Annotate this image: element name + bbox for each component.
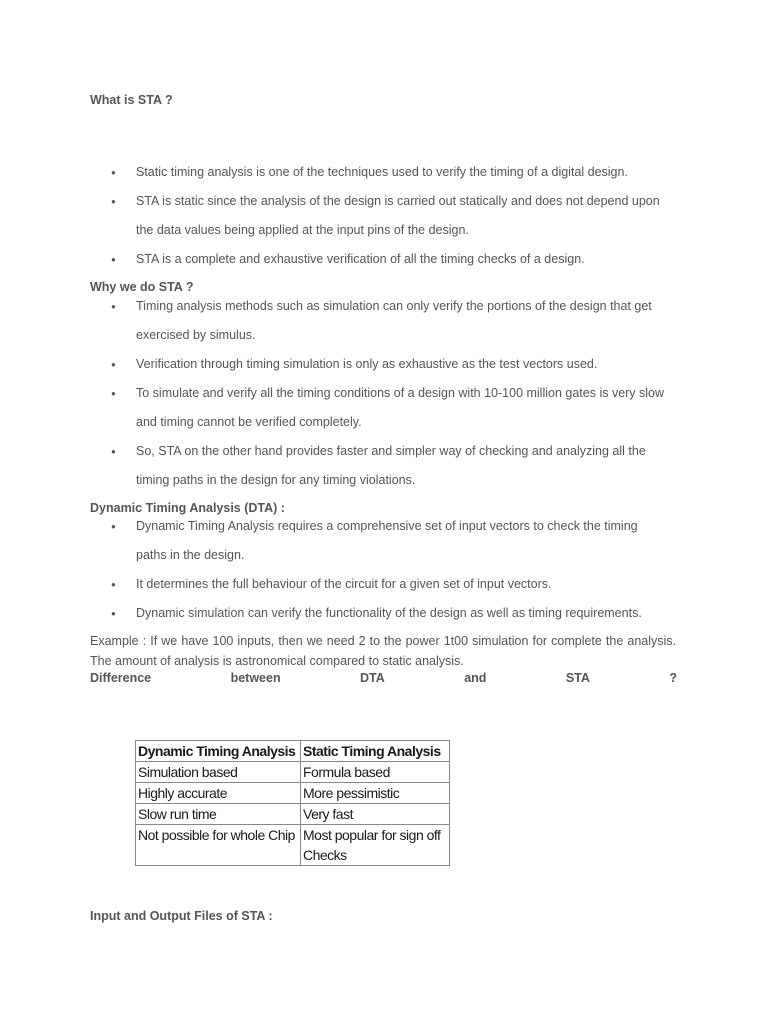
example-paragraph: Example : If we have 100 inputs, then we need 2 to the power 1t00 simulation for complete the analysis. The amount of analysis is astronomical compared to static analysis. [90,634,676,668]
table-row [136,804,450,825]
table-cell: Simulation based [136,762,301,783]
what-is-sta-list [111,158,671,274]
difference-word: STA [565,671,590,685]
list-item: ● To simulate and verify all the timing conditions of a design with 10-100 million gates is very slow and timing cannot be verified completely. [111,379,671,437]
list-item: ● Timing analysis methods such as simulation can only verify the portions of the design that get exercised by simulus. [111,292,671,350]
heading-why-sta: Why we do STA ? [90,280,194,294]
list-item: ● It determines the full behaviour of the circuit for a given set of input vectors. [111,570,671,599]
heading-io-files: Input and Output Files of STA : [90,909,273,923]
list-item: ● Verification through timing simulation is only as exhaustive as the test vectors used. [111,350,671,379]
comparison-table [135,740,450,866]
table-cell: Slow run time [136,804,301,825]
difference-word: and [464,671,487,685]
table-cell: More pessimistic [301,783,450,804]
table-cell: Highly accurate [136,783,301,804]
list-item: ● So, STA on the other hand provides faster and simpler way of checking and analyzing all the timing paths in the design for any timing violations. [111,437,671,495]
why-sta-list [111,292,671,495]
table-cell: Formula based [301,762,450,783]
list-item: ● STA is a complete and exhaustive verification of all the timing checks of a design. [111,245,671,274]
list-item: ● Dynamic simulation can verify the functionality of the design as well as timing requirements. [111,599,671,628]
dta-list [111,512,671,628]
difference-word: Difference [90,671,152,685]
table-header-row [136,741,450,762]
table-header-cell: Dynamic Timing Analysis [136,741,301,762]
heading-what-is-sta: What is STA ? [90,93,173,107]
table-cell: Most popular for sign off Checks [301,825,450,866]
table-cell: Not possible for whole Chip [136,825,301,866]
difference-heading [90,668,677,688]
list-item: ● Static timing analysis is one of the techniques used to verify the timing of a digital design. [111,158,671,187]
table-header-cell: Static Timing Analysis [301,741,450,762]
table-row [136,783,450,804]
table-row [136,762,450,783]
list-item: ● STA is static since the analysis of the design is carried out statically and does not depend upon the data values being applied at the input pins of the design. [111,187,671,245]
list-item: ● Dynamic Timing Analysis requires a comprehensive set of input vectors to check the timing paths in the design. [111,512,671,570]
difference-word: between [230,671,281,685]
difference-word: ? [669,671,677,685]
heading-dta: Dynamic Timing Analysis (DTA) : [90,501,285,515]
table-row [136,825,450,866]
table-cell: Very fast [301,804,450,825]
difference-word: DTA [360,671,385,685]
